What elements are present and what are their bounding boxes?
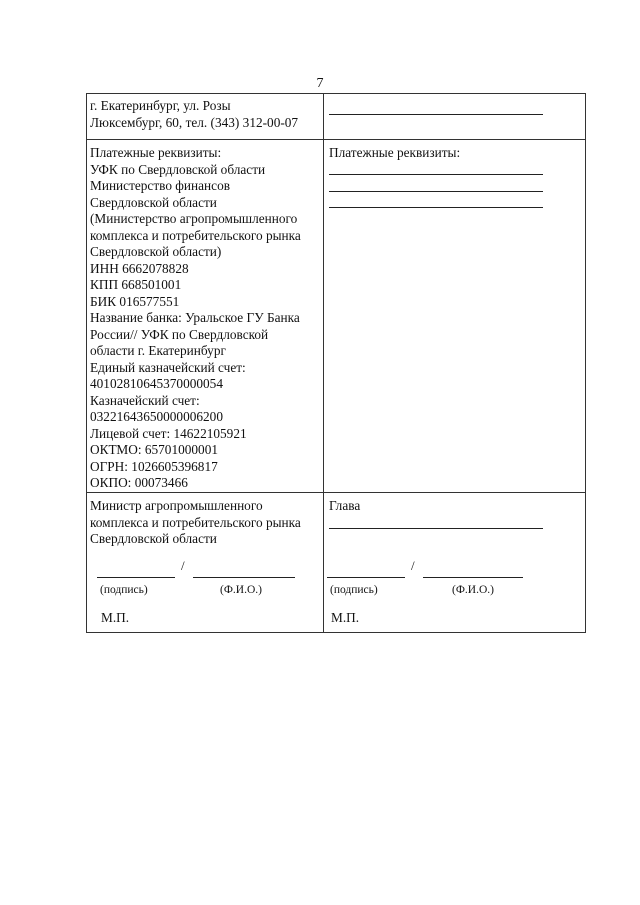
payment-line: России// УФК по Свердловской <box>90 326 269 342</box>
signatory-right-title: Глава <box>329 498 361 513</box>
payment-line: Единый казначейский счет: <box>90 359 246 375</box>
signatory-left <box>90 498 301 548</box>
payment-blank-line-3 <box>329 207 543 208</box>
payment-line: области г. Екатеринбург <box>90 343 226 358</box>
payment-line: Свердловской области) <box>90 244 222 259</box>
payment-line: ОКПО: 00073466 <box>90 475 188 490</box>
payment-line: 40102810645370000054 <box>90 376 223 391</box>
payment-details-right-title: Платежные реквизиты: <box>329 145 461 160</box>
payment-line: Лицевой счет: 14622105921 <box>90 425 247 441</box>
payment-blank-line-2 <box>329 191 543 192</box>
payment-line: Название банка: Уральское ГУ Банка <box>90 310 300 325</box>
payment-blank-line-1 <box>329 174 543 175</box>
requisites-table <box>86 93 586 633</box>
payment-line: (Министерство агропромышленного <box>90 211 298 226</box>
payment-line: Министерство финансов <box>90 178 231 193</box>
page-number: 7 <box>316 76 324 91</box>
right-name-label: (Ф.И.О.) <box>452 584 494 596</box>
column-divider <box>323 94 324 632</box>
address-block <box>90 98 298 131</box>
signatory-line: Министр агропромышленного <box>90 498 263 513</box>
payment-line: Казначейский счет: <box>90 392 200 408</box>
signatory-right-blank-line <box>329 528 543 529</box>
left-name-label: (Ф.И.О.) <box>220 584 262 596</box>
address-line: г. Екатеринбург, ул. Розы <box>90 98 231 113</box>
payment-line: КПП 668501001 <box>90 277 182 292</box>
right-signature-line <box>327 577 405 578</box>
row-divider-1 <box>87 139 585 140</box>
left-signature-line <box>97 577 175 578</box>
signatory-line: комплекса и потребительского рынка <box>90 514 301 530</box>
payment-line: комплекса и потребительского рынка <box>90 227 301 243</box>
address-line: Люксембург, 60, тел. (343) 312-00-07 <box>90 114 299 130</box>
payment-details-left <box>90 145 301 492</box>
right-signature-slash: / <box>411 558 415 573</box>
payment-line: БИК 016577551 <box>90 293 180 309</box>
row-divider-2 <box>87 492 585 493</box>
left-signature-slash: / <box>181 558 185 573</box>
payment-line: 03221643650000006200 <box>90 409 223 424</box>
left-signature-label: (подпись) <box>100 584 148 596</box>
payment-line: УФК по Свердловской области <box>90 161 266 177</box>
payment-line: Платежные реквизиты: <box>90 145 222 160</box>
left-stamp-label: М.П. <box>101 610 130 625</box>
payment-line: Свердловской области <box>90 194 217 210</box>
payment-line: ИНН 6662078828 <box>90 260 189 276</box>
address-blank-line <box>329 114 543 115</box>
payment-line: ОКТМО: 65701000001 <box>90 442 218 457</box>
left-name-line <box>193 577 295 578</box>
signatory-line: Свердловской области <box>90 531 217 546</box>
payment-line: ОГРН: 1026605396817 <box>90 458 218 474</box>
right-signature-label: (подпись) <box>330 584 378 596</box>
right-name-line <box>423 577 523 578</box>
right-stamp-label: М.П. <box>331 610 360 625</box>
